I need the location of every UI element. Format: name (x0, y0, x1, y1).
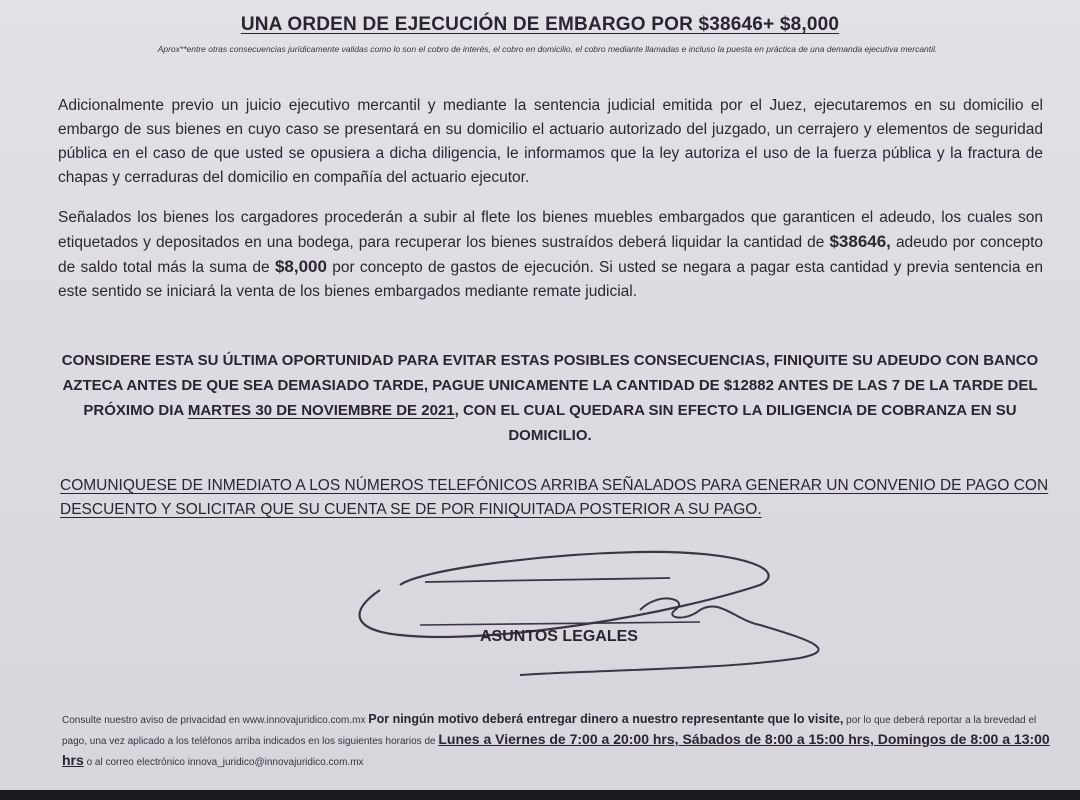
deadline-date: MARTES 30 DE NOVIEMBRE DE 2021 (187, 402, 455, 419)
footer-warning: Por ningún motivo deberá entregar dinero a nuestro representante que lo visite, (368, 712, 844, 726)
signature-label: ASUNTOS LEGALES (480, 628, 638, 645)
amount-expenses: $8,000 (274, 257, 327, 276)
signature-underline (420, 622, 700, 625)
footer-email: o al correo electrónico innova_juridico@innovajuridico.com.mx (86, 757, 364, 768)
paragraph-embargo: Adicionalmente previo un juicio ejecutivo mercantil y mediante la sentencia judicial emitida por el Juez, ejecutaremos en su domicilio el embargo de sus bienes en cuyo caso se presentará en su domicilio el actuario autorizado del juzgado, un cerrajero y elementos de seguridad pública en el caso de que usted se opusiera a dicha diligencia, le informamos que la ley autoriza el uso de la fuerza pública y la fractura de chapas y cerraduras del domicilio en compañía del actuario ejecutor. (58, 97, 1043, 186)
paragraph-bienes (58, 206, 1043, 304)
footer-report: por lo que deberá reportar a la brevedad el pago, una vez aplicado a los teléfonos arriba indicados en los siguientes horarios de (62, 715, 1037, 747)
document-subtitle: Aprox**entre otras consecuencias jurídicamente validas como lo son el cobro de interés, el cobro en domicilio, el cobro mediante llamadas e incluso la puesta en práctica de una demanda ejecutiva mercantil. (157, 44, 938, 54)
amount-debt: $38646, (829, 232, 891, 251)
warning-part1: CONSIDERE ESTA SU ÚLTIMA OPORTUNIDAD PARA EVITAR ESTAS POSIBLES CONSECUENCIAS, FINIQUITE SU ADEUDO CON BANCO AZTECA ANTES DE QUE SEA DEMASIADO TARDE, PAGUE UNICAMENTE LA CANTIDAD DE $12882 ANTES DE LAS 7 DE LA TARDE DEL PRÓXIMO DIA (61, 352, 1039, 419)
footer-privacy: Consulte nuestro aviso de privacidad en www.innovajuridico.com.mx (62, 715, 366, 726)
contact-instruction: COMUNIQUESE DE INMEDIATO A LOS NÚMEROS TELEFÓNICOS ARRIBA SEÑALADOS PARA GENERAR UN CONVENIO DE PAGO CON DESCUENTO Y SOLICITAR QUE SU CUENTA SE DE POR FINIQUITADA POSTERIOR A SU PAGO. (60, 477, 1049, 518)
signature-inner-line (425, 578, 670, 582)
document-title: UNA ORDEN DE EJECUCIÓN DE EMBARGO POR $38646+ $8,000 (240, 14, 840, 35)
paragraph-bienes-part3: por concepto de gastos de ejecución. Si usted se negara a pagar esta cantidad y previa sentencia en este sentido se iniciará la venta de los bienes embargados mediante remate judicial. (58, 259, 1043, 300)
footer-hours: Lunes a Viernes de 7:00 a 20:00 hrs, Sábados de 8:00 a 15:00 hrs, Domingos de 8:00 a 13:00 hrs (62, 731, 1050, 768)
paragraph-bienes-part1: Señalados los bienes los cargadores procederán a subir al flete los bienes muebles embargados que garanticen el adeudo, los cuales son etiquetados y depositados en una bodega, para recuperar los bienes sustraídos deberá liquidar la cantidad de (58, 209, 1043, 251)
signature-scribble (340, 530, 840, 710)
footer-notice (62, 710, 1052, 772)
paragraph-bienes-part2: adeudo por concepto de saldo total más la suma de (58, 234, 1044, 276)
photo-edge (0, 790, 1080, 800)
warning-part2: , CON EL CUAL QUEDARA SIN EFECTO LA DILIGENCIA DE COBRANZA EN SU DOMICILIO. (454, 402, 1017, 444)
final-warning (60, 348, 1040, 448)
